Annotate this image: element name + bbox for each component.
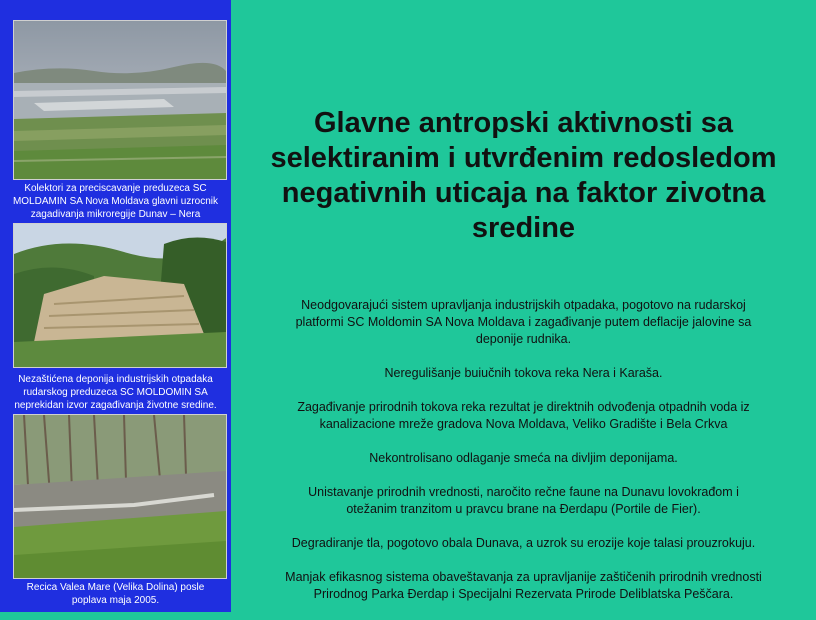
activity-item: Nekontrolisano odlaganje smeća na divljim deponijama. xyxy=(369,451,678,465)
flooded-landscape-photo xyxy=(13,20,227,180)
activity-item: Neodgovarajući sistem upravljanja industrijskih otpadaka, pogotovo na rudarskoj platformi SC Moldomin SA Nova Moldava i zagađivanje putem deflacije jalovine sa deponije rudnika. xyxy=(295,298,752,346)
activity-list xyxy=(235,297,812,620)
photo-caption: Recica Valea Mare (Velika Dolina) posle poplava maja 2005. xyxy=(26,582,205,606)
slide-title: Glavne antropski aktivnosti sa selektiranim i utvrđenim redosledom negativnih uticaja na faktor zivotna sredine xyxy=(270,107,777,244)
activity-item: Manjak efikasnog sistema obaveštavanja za upravljanije zaštičenih prirodnih vrednosti Prirodnog Parka Đerdap i Specijalni Rezervata Prirode Deliblatska Peščara. xyxy=(285,570,762,601)
tailings-deposit-photo xyxy=(13,223,227,368)
photo-sidebar xyxy=(0,0,231,612)
slide-content xyxy=(231,0,816,612)
river-flood-photo xyxy=(13,414,227,579)
photo-caption: Kolektori za preciscavanje preduzeca SC MOLDAMIN SA Nova Moldava glavni uzrocnik zagadivanja mikroregije Dunav – Nera xyxy=(12,183,219,220)
activity-item: Neregulišanje buiučnih tokova reka Nera i Karaša. xyxy=(384,366,663,380)
activity-item: Zagađivanje prirodnih tokova reka rezultat je direktnih odvođenja otpadnih voda iz kanalizacione mreže gradova Nova Moldava, Veliko Gradište i Bela Crkva xyxy=(297,400,750,431)
photo-caption: Nezaštićena deponija industrijskih otpadaka rudarskog preduzeca SC MOLDOMIN SA neprekidan izvor zagađivanja životne sredine. xyxy=(14,374,217,411)
activity-item: Unistavanje prirodnih vrednosti, naročito rečne faune na Dunavu lovokrađom i otežanim tranzitom u pravcu brane na Đerdapu (Portile de Fier). xyxy=(308,485,739,516)
activity-item: Degradiranje tla, pogotovo obala Dunava, a uzrok su erozije koje talasi prouzrokuju. xyxy=(291,536,756,550)
